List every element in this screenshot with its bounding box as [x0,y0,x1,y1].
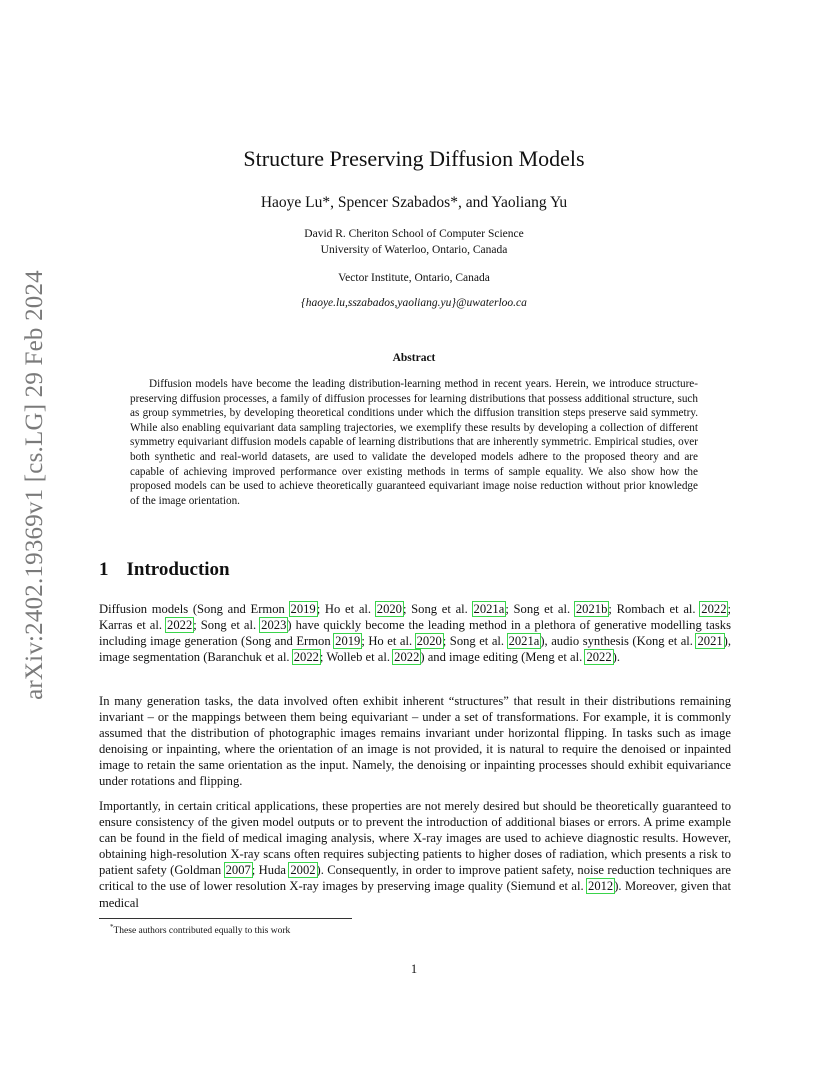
citation-year-link[interactable]: 2021b [575,602,608,616]
citation-year-link[interactable]: 2021a [508,634,540,649]
intro-paragraph-1: Diffusion models (Song and Ermon 2019; Ho et al. 2020; Song et al. 2021a; Song et al. 2021b; Rombach et al. 2022; Karras et al. 2022; Song et al. 2023) have quickly become the leading method in a plethora of generative modelling tasks including image generation (Song and Ermon 2019; Ho et al. 2020; Song et al. 2021a), audio synthesis (Kong et al. 2021), image segmentation (Baranchuk et al. 2022; Wolleb et al. 2022) and image editing (Meng et al. 2022). [99,602,731,665]
citation-year-link[interactable]: 2012 [588,879,614,894]
footnote-text: These authors contributed equally to this work [113,926,291,937]
footnote-mark: * [110,923,114,931]
author-email[interactable]: {haoye.lu,sszabados,yaoliang.yu}@uwaterloo.ca [301,297,527,309]
affiliation-waterloo [0,226,828,258]
footnote-divider [99,918,352,919]
arxiv-identifier-stamp [14,270,56,700]
citation-year-link[interactable]: 2021 [697,634,723,649]
footnote [110,923,290,936]
citation-year-link[interactable]: 2021a [473,602,505,616]
citation-year-link[interactable]: 2023 [261,618,287,633]
intro-paragraph-2: In many generation tasks, the data involved often exhibit inherent “structures” that result in their distributions remaining invariant – or the mappings between them being equivariant – under a set of transformations. For example, it is commonly assumed that the distribution of photographic images remains invariant under horizontal flipping. In tasks such as image denoising or inpainting, where the orientation of an image is not provided, it is natural to require the denoised or inpainted image to retain the same orientation as the input. Namely, the denoising or inpainting processes should exhibit equivariance under rotations and flipping. [99,694,731,789]
affiliation-vector: Vector Institute, Ontario, Canada [338,272,490,284]
citation-year-link[interactable]: 2022 [701,602,727,616]
affiliation-line: David R. Cheriton School of Computer Science [304,228,524,240]
section-number: 1 [99,559,109,580]
page-number: 1 [410,962,418,976]
citation-year-link[interactable]: 2022 [293,650,319,665]
citation-year-link[interactable]: 2022 [394,650,420,665]
affiliation-line: University of Waterloo, Ontario, Canada [320,244,508,256]
citation-year-link[interactable]: 2020 [416,634,442,649]
citation-year-link[interactable]: 2019 [290,602,316,616]
section-heading [99,559,230,581]
paper-title: Structure Preserving Diffusion Models [243,146,585,171]
abstract-text: Diffusion models have become the leading distribution-learning method in recent years. Herein, we introduce structure-preserving diffusion processes, a family of diffusion processes for learning distributions that possess additional structure, such as group symmetries, by developing theoretical conditions under which the diffusion transition steps preserve said symmetry. While also enabling equivariant data sampling trajectories, we exemplify these results by developing a collection of different symmetry equivariant diffusion models capable of learning distributions that are inherently symmetric. Empirical studies, over both synthetic and real-world datasets, are used to validate the developed models adhere to the proposed theory and are capable of achieving improved performance over existing methods in terms of sample equality. We also show how the proposed models can be used to achieve theoretically guaranteed equivariant image noise reduction without prior knowledge of the image orientation. [130,378,698,507]
citation-year-link[interactable]: 2007 [225,863,251,878]
citation-year-link[interactable]: 2022 [167,618,193,633]
author-list: Haoye Lu*, Spencer Szabados*, and Yaoliang Yu [260,194,568,211]
citation-year-link[interactable]: 2020 [376,602,402,616]
arxiv-identifier-text: arXiv:2402.19369v1 [cs.LG] 29 Feb 2024 [21,270,48,700]
citation-year-link[interactable]: 2022 [586,650,612,665]
abstract-heading: Abstract [392,352,436,364]
citation-year-link[interactable]: 2002 [290,863,316,878]
intro-paragraph-3: Importantly, in certain critical applications, these properties are not merely desired but should be theoretically guaranteed to ensure consistency of the given model outputs or to prevent the introduction of additional biases or errors. A prime example can be found in the field of medical imaging analysis, where X-ray images are used to achieve diagnostic results. However, obtaining high-resolution X-ray scans often requires subjecting patients to higher doses of radiation, which presents a risk to patient safety (Goldman 2007; Huda 2002). Consequently, in order to improve patient safety, noise reduction techniques are critical to the use of lower resolution X-ray images by preserving image quality (Siemund et al. 2012). Moreover, given that medical [99,799,731,910]
section-title: Introduction [126,559,230,580]
citation-year-link[interactable]: 2019 [335,634,361,649]
